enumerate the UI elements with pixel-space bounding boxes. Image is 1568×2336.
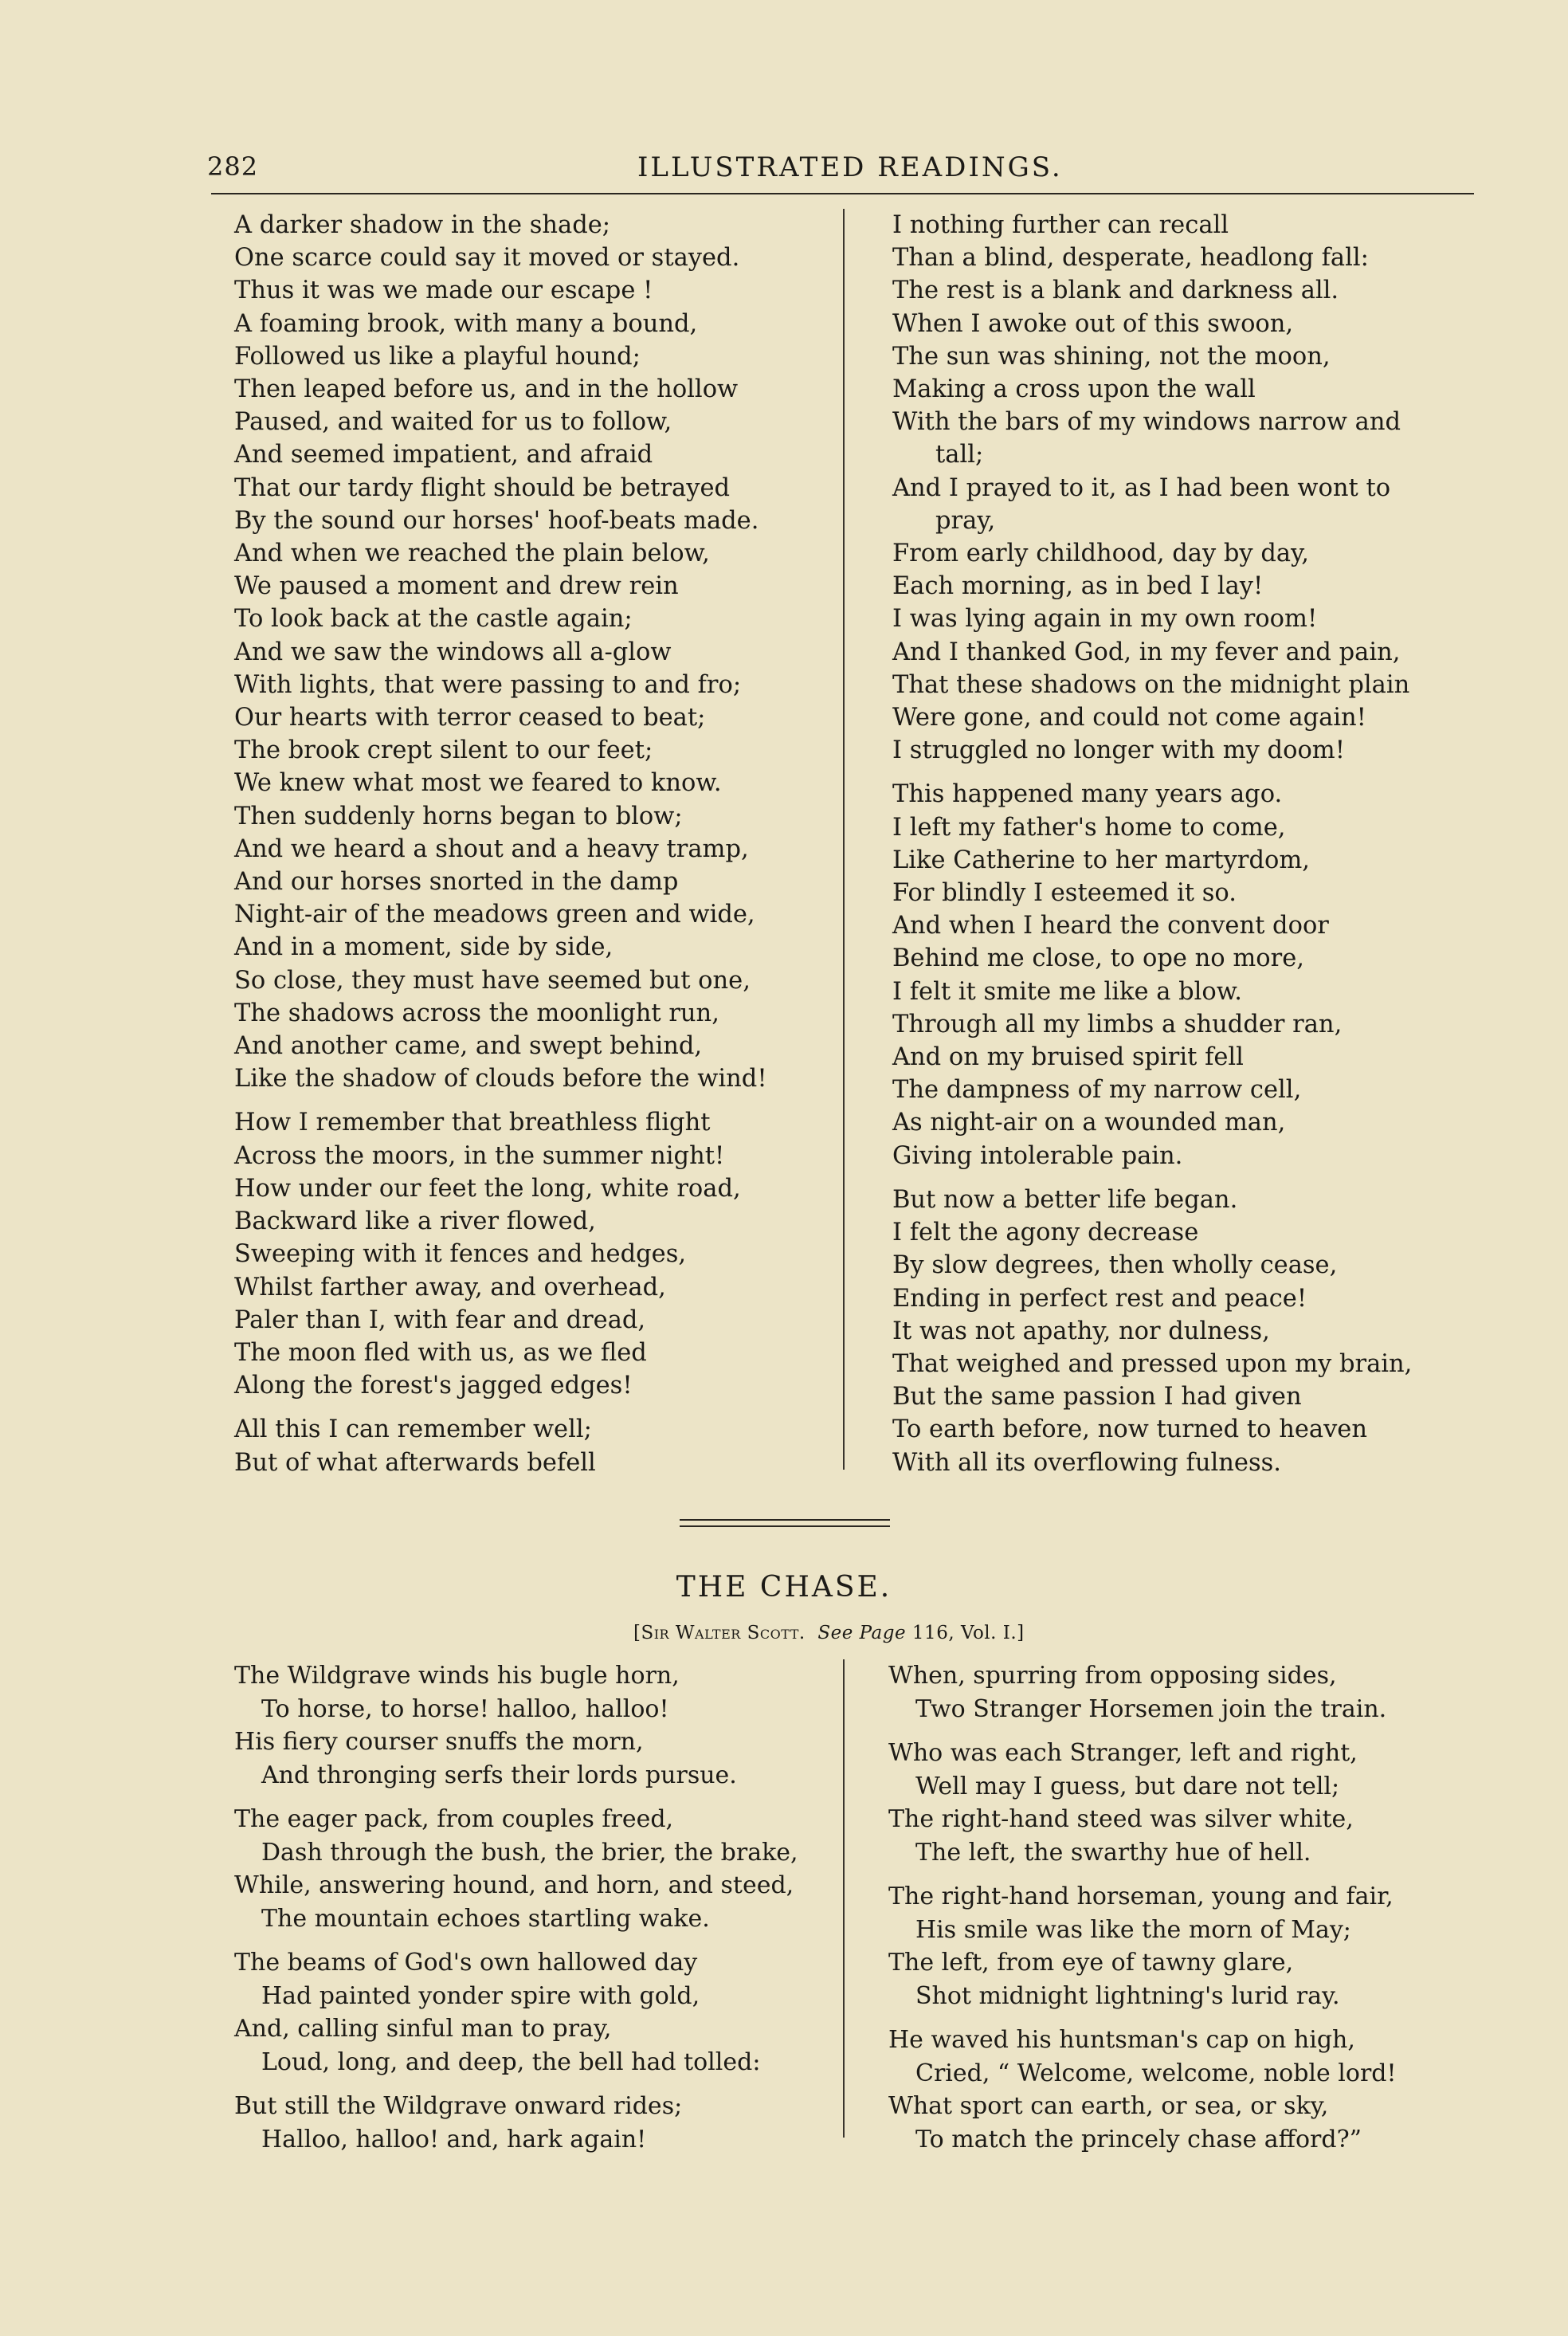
verse-line: Behind me close, to ope no more, [892,944,1304,973]
verse-line: Paler than I, with fear and dread, [234,1305,646,1334]
stanza-break [888,1725,1397,1737]
stanza-break [234,2079,798,2090]
verse-line: And another came, and swept behind, [234,1032,703,1061]
verse-line: And when I heard the convent door [892,912,1329,940]
verse-line: Along the forest's jagged edges! [234,1372,633,1400]
stanza-break [888,1869,1397,1880]
verse-line: The brook crept silent to our feet; [234,736,653,765]
verse-line: So close, they must have seemed but one, [234,966,751,995]
verse-line: With the bars of my windows narrow and [892,408,1401,437]
verse-line-indented: Had painted yonder spire with gold, [261,1981,700,2010]
page-number: 282 [207,151,259,182]
verse-line-continuation: tall; [935,441,984,469]
verse-line-indented: To match the princely chase afford?” [915,2125,1362,2153]
verse-line: Each morning, as in bed I lay! [892,572,1264,601]
verse-line-indented: And thronging serfs their lords pursue. [261,1761,737,1789]
stanza-break [888,2012,1397,2024]
right-column-upper [892,209,1412,1479]
verse-line: Sweeping with it fences and hedges, [234,1240,687,1269]
verse-line: And I prayed to it, as I had been wont to [892,473,1391,502]
right-column-lower [888,1659,1397,2156]
verse-line: By the sound our horses' hoof-beats made. [234,506,759,535]
verse-line: Night-air of the meadows green and wide, [234,901,755,929]
stanza-break [234,1935,798,1946]
verse-line: With all its overflowing fulness. [892,1448,1281,1477]
column-divider [843,209,845,1470]
verse-line: Who was each Stranger, left and right, [888,1739,1358,1767]
verse-line: This happened many years ago. [892,780,1283,809]
verse-line-continuation: pray, [935,506,996,535]
verse-line: Then leaped before us, and in the hollow [234,375,739,404]
verse-line: The eager pack, from couples freed, [234,1805,674,1833]
verse-line: I nothing further can recall [892,211,1229,239]
verse-line-indented: The left, the swarthy hue of hell. [915,1838,1311,1867]
verse-line-indented: Cried, “ Welcome, welcome, noble lord! [915,2059,1397,2087]
verse-line: Our hearts with terror ceased to beat; [234,704,706,732]
verse-line-indented: To horse, to horse! halloo, halloo! [261,1694,669,1723]
verse-line: The left, from eye of tawny glare, [888,1949,1294,1977]
page-header [207,151,1474,191]
verse-line: A darker shadow in the shade; [234,211,611,239]
verse-line: And seemed impatient, and afraid [234,441,653,469]
verse-line: Followed us like a playful hound; [234,342,641,371]
verse-line: Whilst farther away, and overhead, [234,1273,666,1301]
verse-line: From early childhood, day by day, [892,540,1309,568]
verse-line: As night-air on a wounded man, [892,1109,1286,1137]
verse-line: I struggled no longer with my doom! [892,736,1345,765]
section-rule [680,1519,890,1521]
verse-line: Like the shadow of clouds before the wind! [234,1065,767,1093]
verse-line: It was not apathy, nor dulness, [892,1317,1270,1345]
verse-line-indented: Shot midnight lightning's lurid ray. [915,1981,1340,2010]
verse-line: The rest is a blank and darkness all. [892,277,1339,305]
verse-line-indented: Two Stranger Horsemen join the train. [915,1694,1387,1723]
verse-line: Making a cross upon the wall [892,375,1256,404]
verse-line: When, spurring from opposing sides, [888,1662,1337,1690]
verse-line: The Wildgrave winds his bugle horn, [234,1662,680,1690]
verse-line: Like Catherine to her martyrdom, [892,846,1310,874]
verse-line: That weighed and pressed upon my brain, [892,1349,1413,1378]
verse-line-indented: The mountain echoes startling wake. [261,1904,710,1933]
verse-line: Across the moors, in the summer night! [234,1141,725,1170]
verse-line: The shadows across the moonlight run, [234,999,719,1027]
verse-line: Then suddenly horns began to blow; [234,802,683,830]
verse-line: The moon fled with us, as we fled [234,1338,647,1367]
verse-line: But the same passion I had given [892,1383,1302,1411]
stanza-break [892,1172,1412,1184]
verse-line-indented: Dash through the bush, the brier, the brake, [261,1838,798,1867]
verse-line: While, answering hound, and horn, and steed, [234,1871,794,1899]
verse-line: He waved his huntsman's cap on high, [888,2026,1355,2054]
verse-line: And we saw the windows all a-glow [234,638,672,666]
verse-line-indented: His smile was like the morn of May; [915,1915,1351,1944]
verse-line: And in a moment, side by side, [234,933,613,962]
verse-line: Paused, and waited for us to follow, [234,408,672,437]
verse-line: But of what afterwards befell [234,1448,596,1477]
verse-line: And, calling sinful man to pray, [234,2015,612,2043]
verse-line: The sun was shining, not the moon, [892,342,1331,371]
verse-line: By slow degrees, then wholly cease, [892,1251,1338,1280]
stanza-break [234,1792,798,1803]
verse-line: Giving intolerable pain. [892,1141,1183,1170]
verse-line: How under our feet the long, white road, [234,1174,741,1203]
verse-line: We paused a moment and drew rein [234,572,679,601]
verse-line: With lights, that were passing to and fro; [234,670,742,699]
verse-line: That these shadows on the midnight plain [892,670,1410,699]
verse-line: And when we reached the plain below, [234,540,710,568]
verse-line: But still the Wildgrave onward rides; [234,2092,683,2120]
left-column-upper [234,209,767,1479]
verse-line-indented: Halloo, halloo! and, hark again! [261,2125,647,2153]
verse-line: I felt the agony decrease [892,1219,1199,1247]
poem-attribution [633,1623,1025,1643]
verse-line: That our tardy flight should be betrayed [234,473,731,502]
verse-line: I left my father's home to come, [892,813,1286,842]
verse-line-indented: Loud, long, and deep, the bell had tolled: [261,2047,761,2076]
attribution-author: [Sir Walter Scott. [633,1623,806,1643]
attribution-volume: 116, Vol. I.] [911,1623,1025,1643]
verse-line: Ending in perfect rest and peace! [892,1284,1307,1313]
verse-line: But now a better life began. [892,1185,1238,1214]
verse-line: A foaming brook, with many a bound, [234,309,698,338]
verse-line: The beams of God's own hallowed day [234,1949,698,1977]
verse-line: We knew what most we feared to know. [234,769,722,798]
stanza-break [892,767,1412,778]
verse-line: Thus it was we made our escape ! [234,277,653,305]
left-column-lower [234,1659,798,2156]
verse-line: Through all my limbs a shudder ran, [892,1010,1343,1038]
verse-line: I felt it smite me like a blow. [892,977,1242,1006]
verse-line: And I thanked God, in my fever and pain, [892,638,1401,666]
verse-line: Were gone, and could not come again! [892,704,1366,732]
verse-line: And our horses snorted in the damp [234,868,679,897]
verse-line: Than a blind, desperate, headlong fall: [892,244,1369,273]
verse-line: What sport can earth, or sea, or sky, [888,2092,1329,2120]
verse-line: To look back at the castle again; [234,605,633,634]
verse-line: Backward like a river flowed, [234,1207,596,1236]
verse-line: His fiery courser snuffs the morn, [234,1728,644,1756]
header-rule [211,193,1474,194]
column-divider [843,1659,845,2138]
verse-line: The right-hand steed was silver white, [888,1805,1354,1833]
verse-line: All this I can remember well; [234,1415,592,1444]
verse-line: For blindly I esteemed it so. [892,879,1237,908]
attribution-ref: See Page [817,1623,907,1643]
verse-line: And on my bruised spirit fell [892,1043,1244,1072]
stanza-break [234,1095,767,1106]
verse-line: To earth before, now turned to heaven [892,1415,1368,1444]
verse-line: How I remember that breathless flight [234,1109,711,1137]
verse-line: The dampness of my narrow cell, [892,1076,1302,1105]
running-title: ILLUSTRATED READINGS. [637,151,1063,183]
verse-line: One scarce could say it moved or stayed. [234,244,740,273]
section-rule [680,1525,890,1527]
stanza-break [234,1402,767,1413]
verse-line: The right-hand horseman, young and fair, [888,1883,1394,1910]
verse-line: When I awoke out of this swoon, [892,309,1294,338]
verse-line: And we heard a shout and a heavy tramp, [234,834,749,863]
poem-title: THE CHASE. [676,1571,892,1604]
verse-line: I was lying again in my own room! [892,605,1318,634]
verse-line-indented: Well may I guess, but dare not tell; [915,1772,1340,1800]
